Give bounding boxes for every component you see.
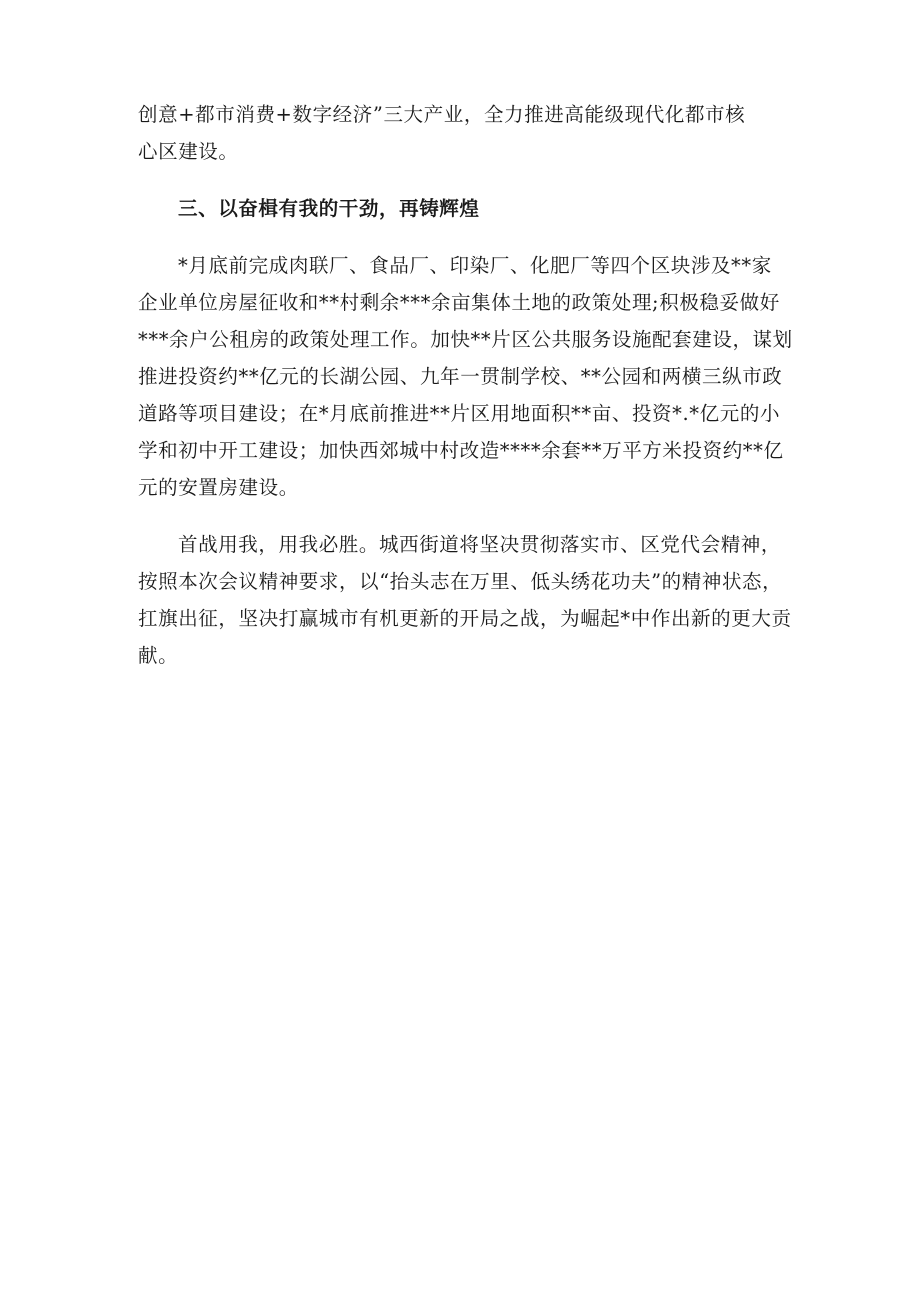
paragraph-line: 学和初中开工建设；加快西郊城中村改造****余套**万平方米投资约**亿 — [138, 439, 784, 462]
paragraph-line: 献。 — [138, 644, 179, 667]
paragraph-line: 元的安置房建设。 — [138, 476, 299, 499]
paragraph-line: 按照本次会议精神要求，以“抬头志在万里、低头绣花功夫”的精神状态， — [138, 570, 783, 593]
paragraph-line: *月底前完成肉联厂、食品厂、印染厂、化肥厂等四个区块涉及**家 — [178, 254, 772, 277]
paragraph-line: 推进投资约**亿元的长湖公园、九年一贯制学校、**公园和两横三纵市政 — [138, 365, 783, 388]
paragraph-line: ***余户公租房的政策处理工作。加快**片区公共服务设施配套建设，谋划 — [138, 328, 793, 351]
paragraph-line: 首战用我，用我必胜。城西街道将坚决贯彻落实市、区党代会精神， — [178, 533, 782, 556]
paragraph-line: 扛旗出征，坚决打赢城市有机更新的开局之战，为崛起*中作出新的更大贡 — [138, 607, 792, 630]
paragraph-line: 心区建设。 — [138, 140, 239, 163]
section-heading: 三、以奋楫有我的干劲，再铸辉煌 — [178, 197, 480, 220]
paragraph-3 — [138, 526, 792, 674]
paragraph-2 — [138, 247, 793, 506]
paragraph-line: 创意+都市消费+数字经济”三大产业，全力推进高能级现代化都市核 — [138, 103, 746, 126]
document-body — [138, 96, 793, 694]
paragraph-line: 道路等项目建设；在*月底前推进**片区用地面积**亩、投资*.*亿元的小 — [138, 402, 781, 425]
paragraph-1 — [138, 96, 788, 170]
paragraph-line: 企业单位房屋征收和**村剩余***余亩集体土地的政策处理;积极稳妥做好 — [138, 291, 780, 314]
